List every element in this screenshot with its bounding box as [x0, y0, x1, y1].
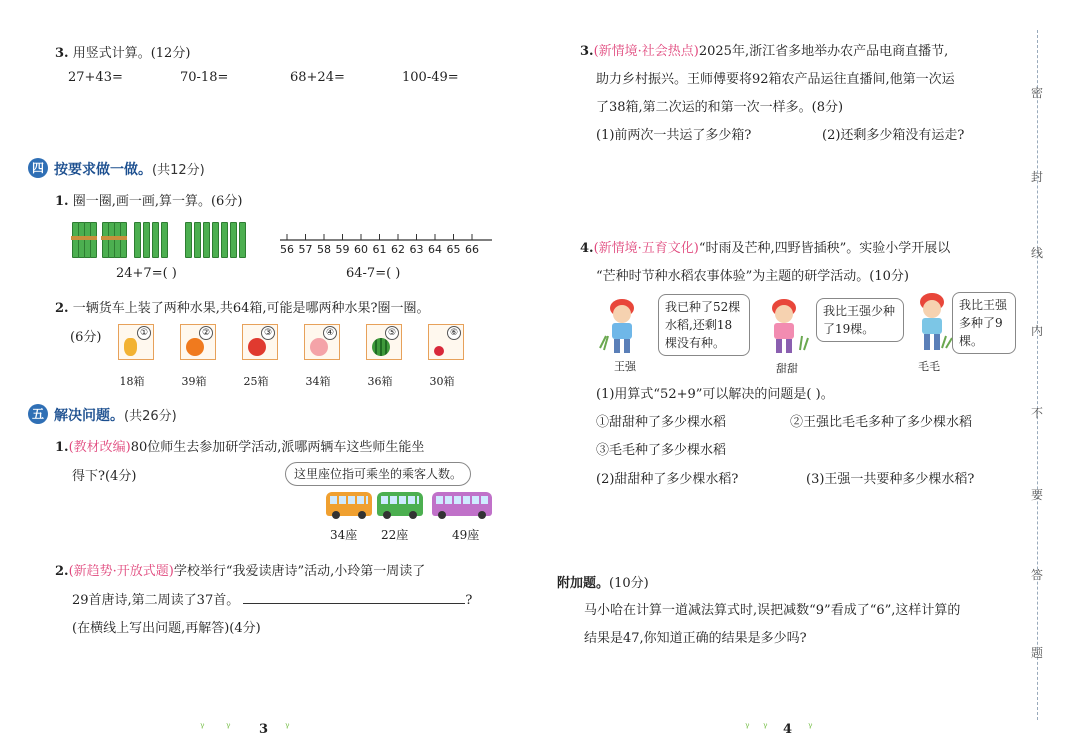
fruit-box-count: 36箱	[367, 375, 393, 388]
watermelon-icon	[372, 338, 390, 356]
sec5-q1-line1: 1.(教材改编)80位师生去参加研学活动,派哪两辆车这些师生能坐	[55, 440, 425, 455]
speech-bubble-tiantian: 我比王强少种了19棵。	[816, 298, 904, 342]
number-line-label: 58	[317, 243, 331, 256]
sec4-q2-score: (6分)	[70, 330, 102, 345]
r-q3-line3: 了38箱,第二次运的和第一次一样多。(8分)	[596, 100, 844, 115]
page-number-3: 3	[259, 722, 269, 737]
section-4-heading: 按要求做一做。(共12分)	[54, 162, 205, 178]
fruit-box-count: 39箱	[181, 375, 207, 388]
kid-tiantian-illustration	[762, 296, 810, 356]
fruit-box[interactable]	[304, 324, 340, 360]
fruit-box[interactable]	[180, 324, 216, 360]
box-number: ③	[261, 326, 275, 340]
fruit-box[interactable]	[242, 324, 278, 360]
bonus-line1: 马小哈在计算一道减法算式时,误把减数“9”看成了“6”,这样计算的	[584, 603, 961, 618]
seal-line-char: 不	[1030, 406, 1043, 420]
page-number-4: 4	[783, 722, 793, 737]
orange-icon	[186, 338, 204, 356]
seal-line-char: 要	[1030, 488, 1043, 502]
sec5-q2-line3: (在横线上写出问题,再解答)(4分)	[72, 621, 261, 636]
sec5-q2-line1: 2.(新趋势·开放式题)学校举行“我爱读唐诗”活动,小玲第一周读了	[55, 564, 426, 579]
box-number: ④	[323, 326, 337, 340]
r-q4-sub2: (2)甜甜种了多少棵水稻?	[596, 472, 739, 487]
vehicle-seat-label: 22座	[381, 528, 409, 542]
speech-bubble-wangqiang: 我已种了52棵水稻,还剩18棵没有种。	[658, 294, 750, 356]
fruit-box-count: 34箱	[305, 375, 331, 388]
sec4-q1-heading: 1. 圈一圈,画一画,算一算。(6分)	[55, 194, 243, 209]
r-q3-sub1: (1)前两次一共运了多少箱?	[596, 128, 752, 143]
section-5-badge: 五	[28, 404, 48, 424]
sec5-q2-line2: 29首唐诗,第二周读了37首。 ?	[72, 589, 472, 608]
box-number: ①	[137, 326, 151, 340]
sprout-icon: ᵞ	[808, 720, 813, 734]
r-q3-sub2: (2)还剩多少箱没有运走?	[822, 128, 965, 143]
number-line-label: 62	[391, 243, 405, 256]
fruit-box[interactable]	[366, 324, 402, 360]
box-number: ⑤	[385, 326, 399, 340]
number-line	[278, 228, 498, 244]
seal-line-char: 题	[1030, 646, 1043, 660]
seal-line-char: 答	[1030, 568, 1043, 582]
seal-line-char: 内	[1030, 324, 1043, 338]
kid-name-tiantian: 甜甜	[776, 362, 798, 375]
calc-item-1: 27+43=	[68, 70, 123, 85]
seat-note-bubble: 这里座位指可乘坐的乘客人数。	[285, 462, 471, 486]
vehicle-seat-label: 34座	[330, 528, 358, 542]
vehicle-icon	[377, 492, 423, 516]
calc-item-4: 100-49=	[402, 70, 459, 85]
r-q4-line1: 4.(新情境·五育文化)“时雨及芒种,四野皆插秧”。实验小学开展以	[580, 241, 951, 256]
r-q4-option-3: ③毛毛种了多少棵水稻	[596, 443, 727, 458]
sprout-icon: ᵞ	[745, 720, 750, 734]
section-5-heading: 解决问题。(共26分)	[54, 408, 177, 424]
seal-line-char: 密	[1030, 86, 1043, 100]
number-line-label: 64	[428, 243, 442, 256]
sprout-icon: ᵞ	[226, 720, 231, 734]
sprout-icon: ᵞ	[200, 720, 205, 734]
cherry-icon	[434, 346, 444, 356]
vehicle-icon	[432, 492, 492, 516]
sprout-icon: ᵞ	[285, 720, 290, 734]
r-q3-line1: 3.(新情境·社会热点)2025年,浙江省多地举办农产品电商直播节,	[580, 44, 949, 59]
sprout-icon: ᵞ	[763, 720, 768, 734]
r-q4-line2: “芒种时节种水稻农事体验”为主题的研学活动。(10分)	[596, 269, 909, 284]
r-q4-option-2: ②王强比毛毛多种了多少棵水稻	[790, 415, 973, 430]
number-line-label: 59	[335, 243, 350, 256]
r-q4-sub1: (1)用算式“52+9”可以解决的问题是( )。	[596, 387, 834, 402]
r-q4-option-1: ①甜甜种了多少棵水稻	[596, 415, 727, 430]
bonus-heading: 附加题。(10分)	[557, 576, 649, 591]
calc-item-2: 70-18=	[180, 70, 229, 85]
vehicle-icon	[326, 492, 372, 516]
number-line-label: 60	[354, 243, 368, 256]
kid-wangqiang-illustration	[598, 296, 654, 356]
expr-64-minus-7: 64-7=( )	[346, 266, 401, 281]
r-q4-sub3: (3)王强一共要种多少棵水稻?	[806, 472, 975, 487]
fruit-box-count: 30箱	[429, 375, 455, 388]
fruit-box[interactable]	[118, 324, 154, 360]
peach-icon	[310, 338, 328, 356]
expr-24-plus-7: 24+7=( )	[116, 266, 177, 281]
question-blank-line[interactable]	[243, 590, 465, 604]
sec4-q2-heading: 2. 一辆货车上装了两种水果,共64箱,可能是哪两种水果?圈一圈。	[55, 301, 430, 316]
section-4-badge: 四	[28, 158, 48, 178]
q3-heading: 3. 用竖式计算。(12分)	[55, 46, 191, 61]
calc-item-3: 68+24=	[290, 70, 345, 85]
apple-icon	[248, 338, 266, 356]
fruit-box-count: 25箱	[243, 375, 269, 388]
vehicle-seat-label: 49座	[452, 528, 480, 542]
number-line-label: 56	[280, 243, 294, 256]
speech-bubble-maomao: 我比王强多种了9棵。	[952, 292, 1016, 354]
bonus-line2: 结果是47,你知道正确的结果是多少吗?	[584, 631, 807, 646]
box-number: ⑥	[447, 326, 461, 340]
box-number: ②	[199, 326, 213, 340]
pineapple-icon	[124, 338, 137, 356]
r-q3-line2: 助力乡村振兴。王师傅要将92箱农产品运往直播间,他第一次运	[596, 72, 955, 87]
number-line-label: 63	[409, 243, 424, 256]
number-line-label: 65	[446, 243, 461, 256]
number-line-label: 57	[298, 243, 313, 256]
number-line-label: 66	[465, 243, 479, 256]
kid-maomao-illustration	[912, 292, 956, 354]
seal-line-char: 封	[1030, 170, 1043, 184]
fruit-box-count: 18箱	[119, 375, 145, 388]
sec5-q1-line2: 得下?(4分)	[72, 469, 137, 484]
fruit-box[interactable]	[428, 324, 464, 360]
kid-name-maomao: 毛毛	[918, 360, 940, 373]
seal-dashed-line	[1037, 30, 1038, 720]
number-line-label: 61	[372, 243, 387, 256]
seal-line-char: 线	[1030, 246, 1043, 260]
kid-name-wangqiang: 王强	[614, 360, 636, 373]
